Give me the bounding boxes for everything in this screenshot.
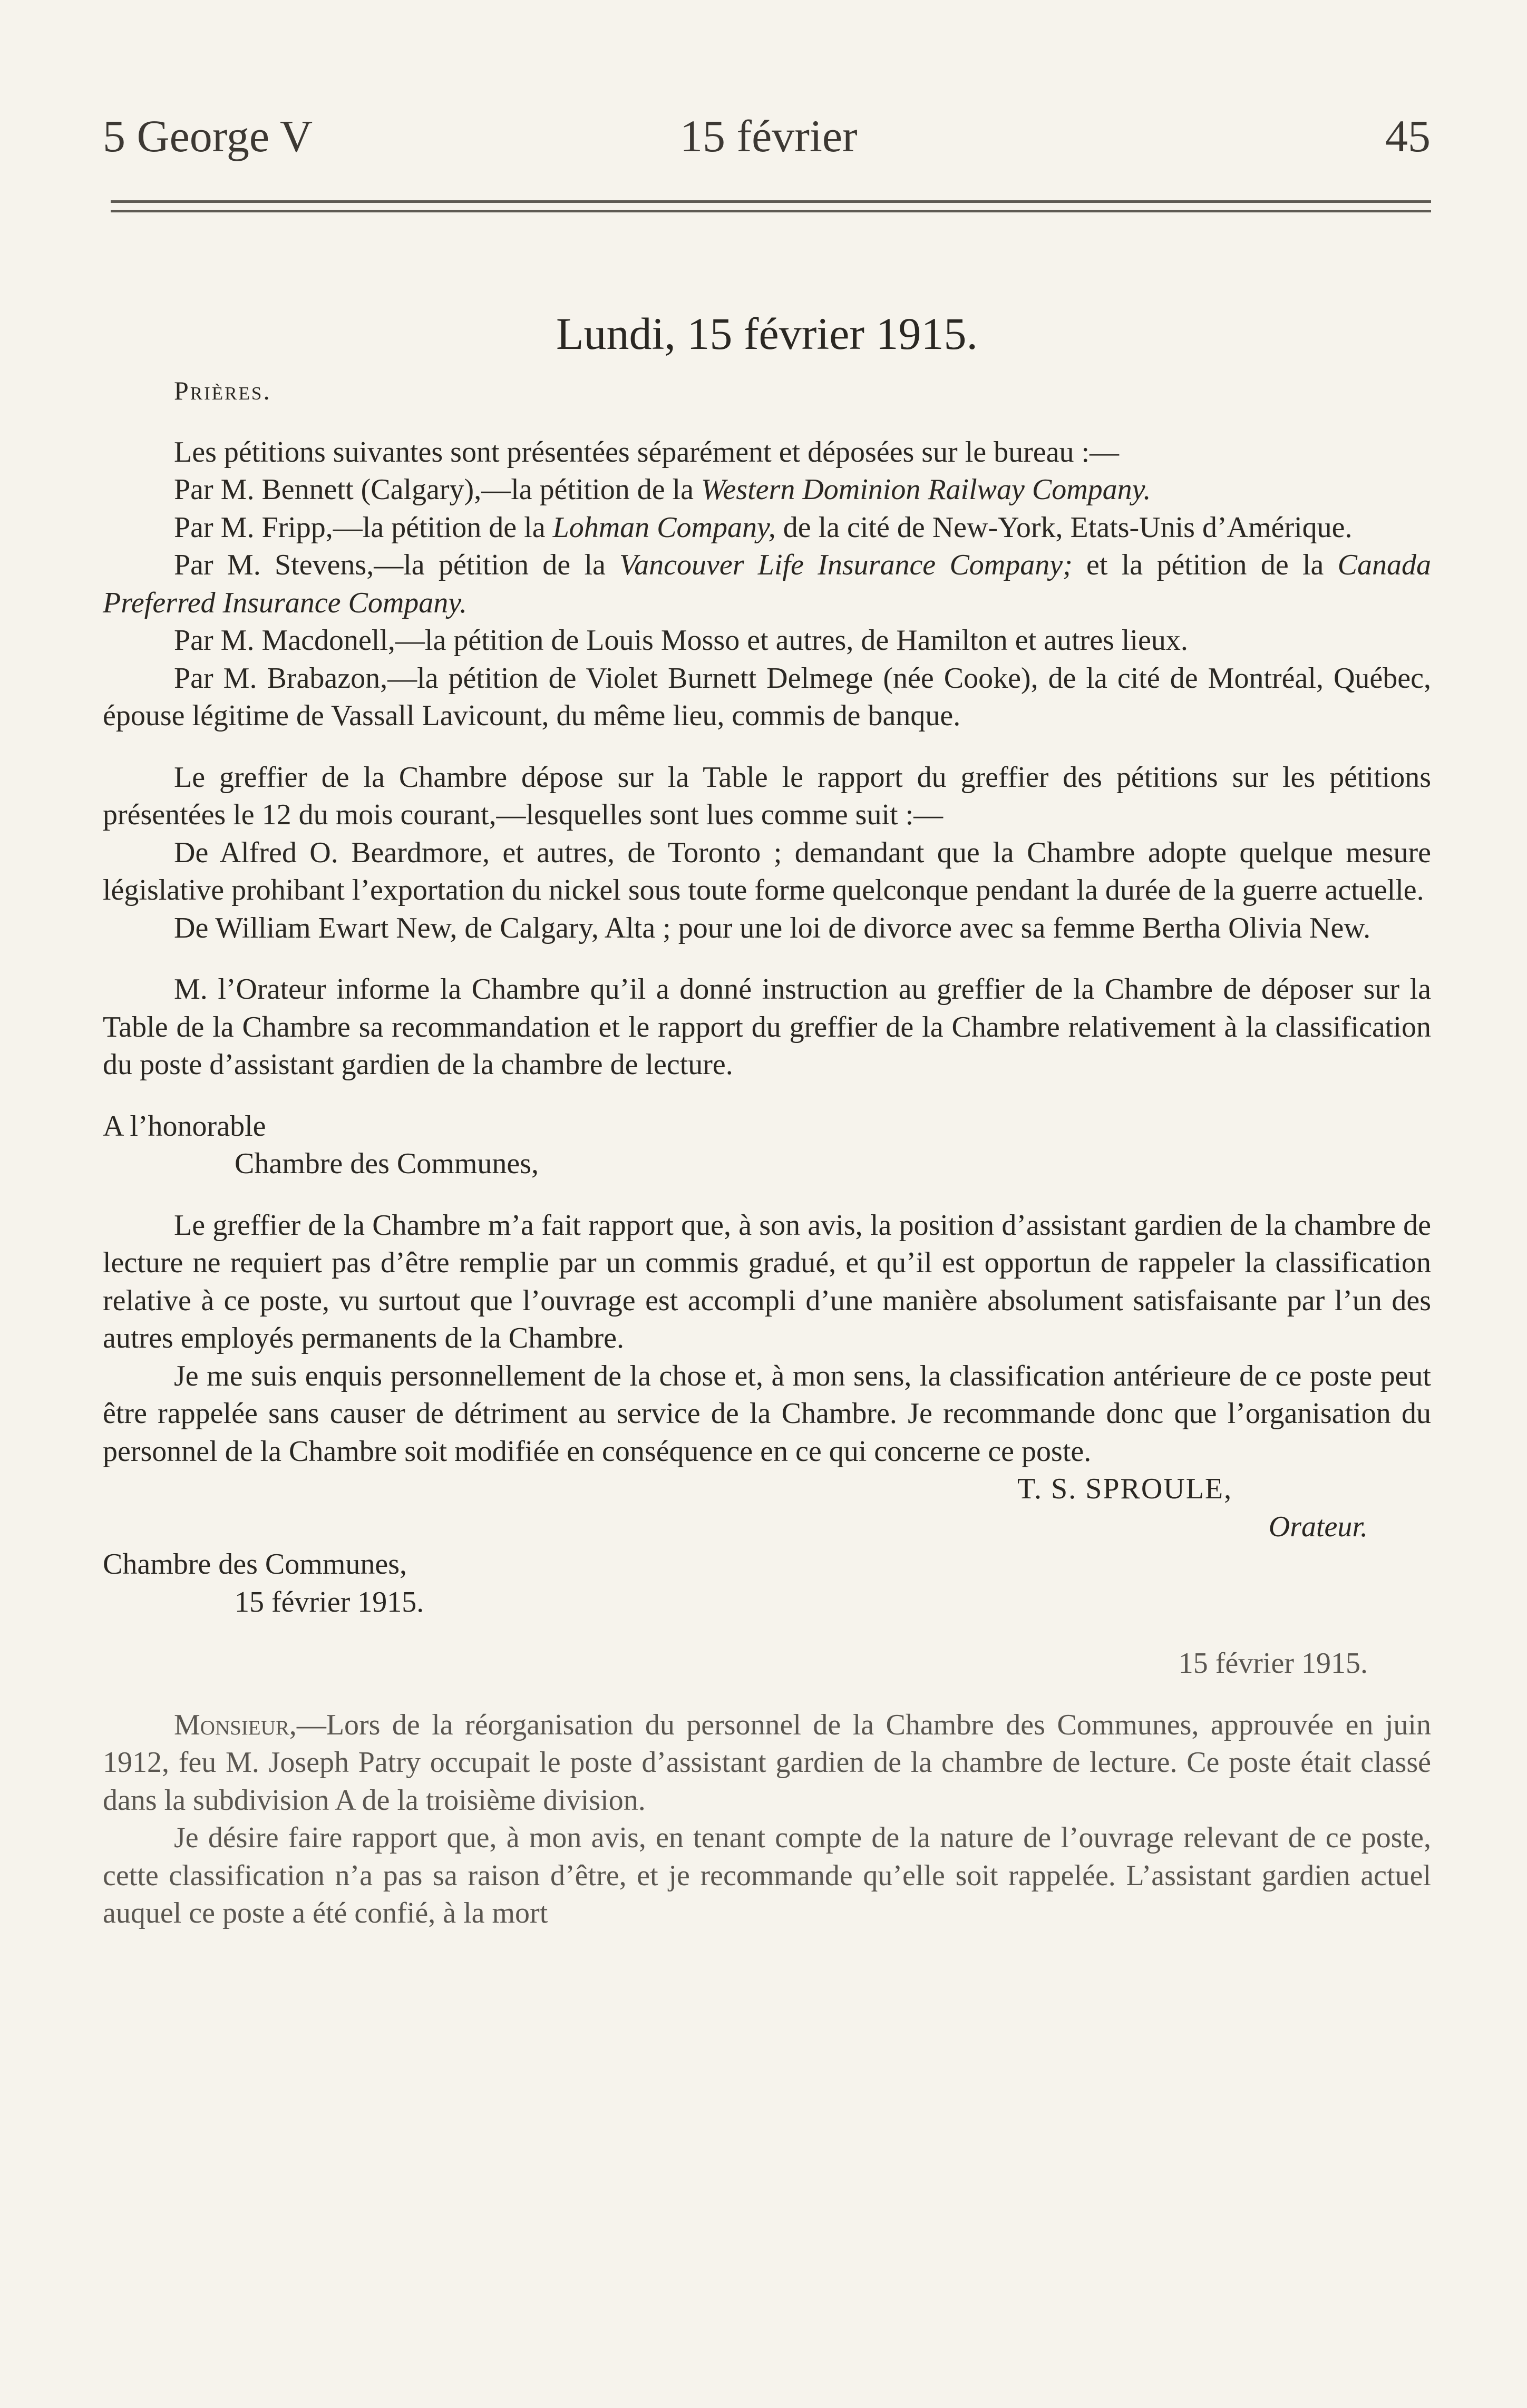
letter-paragraph-2: Je me suis enquis personnellement de la chose et, à mon sens, la classification antérieure de ce poste peut être rappelée sans causer de détriment au service de la Chambre. Je recommande donc que l’organisation du personnel de la Chambre soit modifiée en conséquence en ce qui concerne ce poste. <box>103 1359 1431 1468</box>
place-line-1: Chambre des Communes, <box>103 1548 407 1581</box>
header-rule-bottom <box>111 210 1431 212</box>
petition-fripp-company: Lohman Company, <box>552 511 776 544</box>
sitting-title: Lundi, 15 février 1915. <box>556 308 978 359</box>
petition-beardmore: De Alfred O. Beardmore, et autres, de Toronto ; demandant que la Chambre adopte quelque mesure législative prohibant l’exportation du nickel sous toute forme quelconque pendant la durée de la guerre actuelle. <box>103 836 1431 906</box>
final-paragraph: Je désire faire rapport que, à mon avis, en tenant compte de la nature de l’ouvrage relevant de ce poste, cette classification n’a pas sa raison d’être, et je recommande qu’elle soit rappelée. L’assistant gardien actuel auquel ce poste a été confié, à la mort <box>103 1821 1431 1929</box>
petitions-intro: Les pétitions suivantes sont présentées séparément et déposées sur le bureau :— <box>174 435 1120 469</box>
petition-new: De William Ewart New, de Calgary, Alta ; pour une loi de divorce avec sa femme Bertha Olivia New. <box>174 911 1371 944</box>
running-head-date: 15 février <box>680 111 858 161</box>
running-head-left: 5 George V <box>103 111 313 161</box>
speaker-informs: M. l’Orateur informe la Chambre qu’il a donné instruction au greffier de la Chambre de déposer sur la Table de la Chambre sa recommandation et le rapport du greffier de la Chambre relativement à la classification du poste d’assistant gardien de la chambre de lecture. <box>103 973 1431 1081</box>
petition-fripp <box>103 509 1431 547</box>
greffier-report: Le greffier de la Chambre dépose sur la Table le rapport du greffier des pétitions sur les pétitions présentées le 12 du mois courant,—lesquelles sont lues comme suit :— <box>103 761 1431 831</box>
letter-paragraph-1: Le greffier de la Chambre m’a fait rapport que, à son avis, la position d’assistant gardien de la chambre de lecture ne requiert pas d’être remplie par un commis gradué, et qu’il est opportun de rappeler la classification relative à ce poste, vu surtout que l’ouvrage est accompli d’une manière absolument satisfaisante par l’un des autres employés permanents de la Chambre. <box>103 1208 1431 1354</box>
petition-macdonell: Par M. Macdonell,—la pétition de Louis Mosso et autres, de Hamilton et autres lieux. <box>174 624 1188 657</box>
petition-stevens-middle: et la pétition de la <box>1072 549 1338 581</box>
petition-bennett-company: Western Dominion Railway Company. <box>701 473 1151 506</box>
salutation: Monsieur, <box>174 1708 297 1741</box>
second-letter-date: 15 février 1915. <box>1178 1647 1368 1680</box>
monsieur-paragraph <box>103 1707 1431 1820</box>
page-body <box>103 308 1432 1933</box>
place-line-2: 15 février 1915. <box>235 1585 424 1619</box>
petition-fripp-text: Par M. Fripp,—la pétition de la <box>174 511 553 544</box>
petition-stevens-company-2: Canada Preferred Insurance Company. <box>103 549 1432 619</box>
address-line-2: Chambre des Communes, <box>235 1147 539 1180</box>
signature-title: Orateur. <box>1268 1510 1368 1543</box>
page-number: 45 <box>1385 111 1431 161</box>
petition-stevens <box>103 547 1431 622</box>
petition-stevens-text: Par M. Stevens,—la pétition de la <box>174 549 620 581</box>
address-line-1: A l’honorable <box>103 1109 266 1143</box>
petition-bennett <box>103 471 1431 509</box>
signature-name: T. S. SPROULE, <box>1017 1473 1233 1505</box>
petition-stevens-company-1: Vancouver Life Insurance Company; <box>619 549 1073 581</box>
prayers-heading: Prières. <box>174 376 271 405</box>
petition-fripp-place: de la cité de New-York, Etats-Unis d’Amérique. <box>775 511 1353 544</box>
petition-bennett-text: Par M. Bennett (Calgary),—la pétition de la <box>174 473 701 506</box>
monsieur-text: —Lors de la réorganisation du personnel de la Chambre des Communes, approuvée en juin 1912, feu M. Joseph Patry occupait le poste d’assistant gardien de la chambre de lecture. Ce poste était classé dans la subdivision A de la troisième division. <box>103 1708 1431 1817</box>
header-rule-top <box>111 200 1431 203</box>
petition-brabazon: Par M. Brabazon,—la pétition de Violet Burnett Delmege (née Cooke), de la cité de Montréal, Québec, épouse légitime de Vassall Lavicount, du même lieu, commis de banque. <box>103 661 1431 732</box>
